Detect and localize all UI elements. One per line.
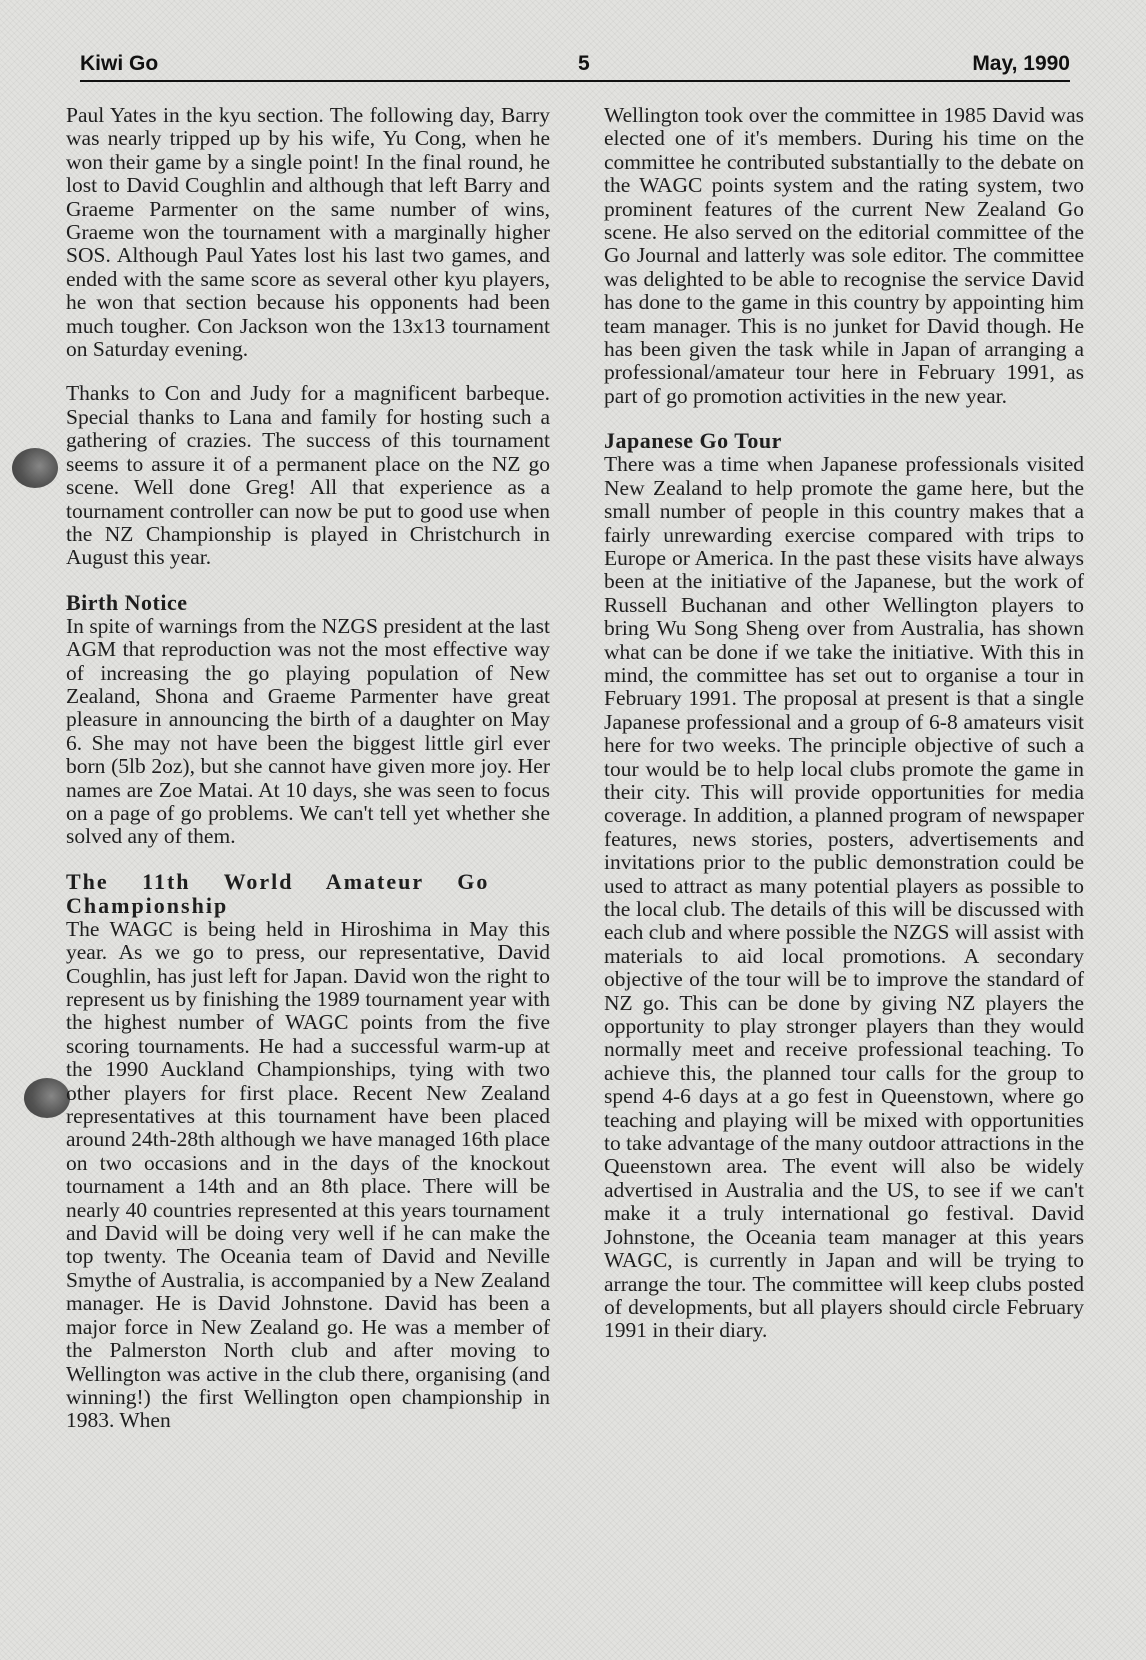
birth-notice-heading: Birth Notice bbox=[66, 589, 188, 615]
punch-hole bbox=[24, 1078, 70, 1118]
header-rule bbox=[80, 80, 1070, 82]
left-column bbox=[66, 104, 550, 1454]
thanks-paragraph: Thanks to Con and Judy for a magnificent barbeque. Special thanks to Lana and family for hosting such a gathering of crazies. The success of this tournament seems to assure it of a permanent place on the NZ go scene. Well done Greg! All that experience as a tournament controller can now be put to good use when the NZ Championship is played in Christchurch in August this year. bbox=[66, 381, 550, 570]
punch-hole bbox=[12, 448, 58, 488]
wagc-heading: The 11th World Amateur Go Championship bbox=[66, 868, 490, 918]
page-header bbox=[80, 52, 1070, 86]
japanese-go-tour-text: There was a time when Japanese professionals visited New Zealand to help promote the game here, but the small number of people in this country makes that a fairly unrewarding exercise compared with trips to Europe or America. In the past these visits have always been at the initiative of the Japanese, but the work of Russell Buchanan and other Wellington players to bring Wu Song Sheng over from Australia, has shown what can be done if we take the initiative. With this in mind, the committee has set out to organise a tour in February 1991. The proposal at present is that a single Japanese professional and a group of 6-8 amateurs visit here for two weeks. The principle objective of such a tour would be to help local clubs promote the game in their city. This will provide opportunities for media coverage. In addition, a planned program of newspaper features, news stories, posters, advertisements and invitations prior to the public demonstration could be used to attract as many potential players as possible to the local club. The details of this will be discussed with each club and where possible the NZGS will assist with materials to aid local promotions. A secondary objective of the tour will be to improve the standard of NZ go. This can be done by giving NZ players the opportunity to play stronger players than they would normally meet and receive professional teaching. To achieve this, the planned tour calls for the group to spend 4-6 days at a go fest in Queenstown, where go teaching and playing will be mixed with opportunities to take advantage of the many outdoor attractions in the Queenstown area. The event will also be widely advertised in Australia and the US, to see if we can't make it a truly international go festival. David Johnstone, the Oceania team manager at this years WAGC, is currently in Japan and will be trying to arrange the tour. The committee will keep clubs posted of developments, but all players should circle February 1991 in their diary. bbox=[604, 452, 1084, 1343]
publication-title: Kiwi Go bbox=[80, 52, 159, 75]
right-column bbox=[604, 104, 1084, 1364]
japanese-go-tour-heading: Japanese Go Tour bbox=[604, 428, 782, 454]
issue-date: May, 1990 bbox=[972, 52, 1070, 75]
wagc-text: The WAGC is being held in Hiroshima in May this year. As we go to press, our representative, David Coughlin, has just left for Japan. David won the right to represent us by finishing the 1989 tournament year with the highest number of WAGC points from the five scoring tournaments. He had a successful warm-up at the 1990 Auckland Championships, tying with two other players for first place. Recent New Zealand representatives at this tournament have been placed around 24th-28th although we have managed 16th place on two occasions and in the days of the knockout tournament a 14th and an 8th place. There will be nearly 40 countries represented at this years tournament and David will be doing very well if he can make the top twenty. The Oceania team of David and Neville Smythe of Australia, is accompanied by a New Zealand manager. He is David Johnstone. David has been a major force in New Zealand go. He was a member of the Palmerston North club and after moving to Wellington was active in the club there, organising (and winning!) the first Wellington open championship in 1983. When bbox=[66, 916, 550, 1433]
page-number: 5 bbox=[578, 52, 590, 75]
birth-notice-text: In spite of warnings from the NZGS president at the last AGM that reproduction was not the most effective way of increasing the go playing population of New Zealand, Shona and Graeme Parmenter have great pleasure in announcing the birth of a daughter on May 6. She may not have been the biggest little girl ever born (5lb 2oz), but she cannot have given more joy. Her names are Zoe Matai. At 10 days, she was seen to focus on a page of go problems. We can't tell yet whether she solved any of them. bbox=[66, 613, 550, 849]
tournament-report-paragraph: Paul Yates in the kyu section. The following day, Barry was nearly tripped up by his wife, Yu Cong, when he won their game by a single point! In the final round, he lost to David Coughlin and although that left Barry and Graeme Parmenter on the same number of wins, Graeme won the tournament with a marginally higher SOS. Although Paul Yates lost his last two games, and ended with the same score as several other kyu players, he won that section because his opponents had been much tougher. Con Jackson won the 13x13 tournament on Saturday evening. bbox=[66, 103, 550, 362]
committee-paragraph: Wellington took over the committee in 1985 David was elected one of it's members. During his time on the committee he contributed substantially to the debate on the WAGC points system and the rating system, two prominent features of the current New Zealand Go scene. He also served on the editorial committee of the Go Journal and latterly was sole editor. The committee was delighted to be able to recognise the service David has done to the game in this country by appointing him team manager. This is no junket for David though. He has been given the task while in Japan of arranging a professional/amateur tour here in February 1991, as part of go promotion activities in the new year. bbox=[604, 103, 1084, 408]
